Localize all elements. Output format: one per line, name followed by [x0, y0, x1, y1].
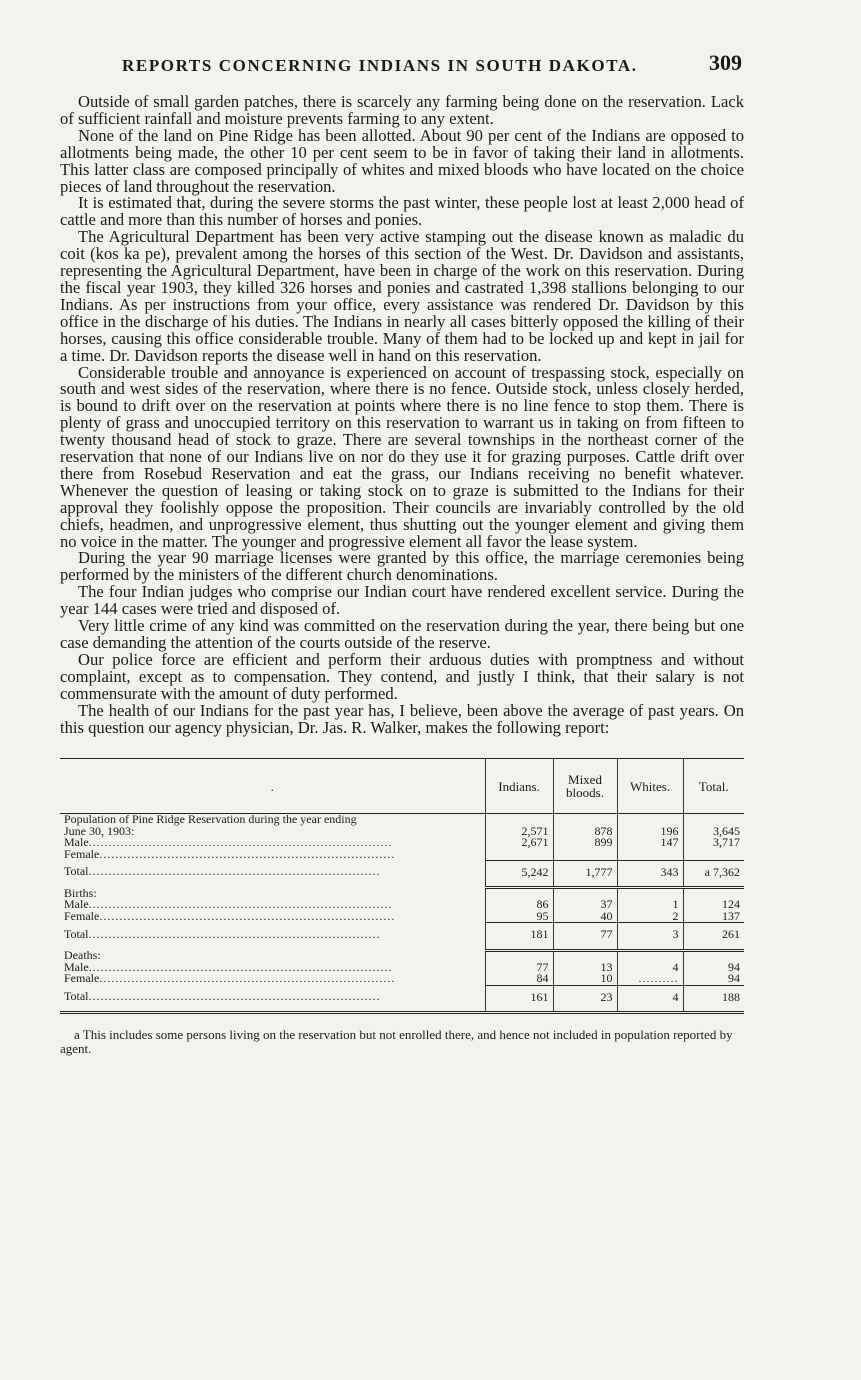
table-row: [60, 837, 744, 849]
leader-dots: .........................................................................: [88, 926, 381, 941]
column-header: Total.: [683, 759, 744, 814]
leader-dots: .........................................................................: [88, 864, 381, 879]
total-row: [60, 860, 744, 888]
column-header: Whites.: [617, 759, 683, 814]
row-label: Male: [64, 837, 89, 849]
table-cell: 181: [485, 923, 553, 951]
paragraph: The health of our Indians for the past year has, I believe, been above the average of past years. On this question our agency physician, Dr. Jas. R. Walker, makes the following report:: [60, 700, 744, 737]
table-cell: 124: [683, 899, 744, 911]
table-cell: 5,242: [485, 860, 553, 888]
paragraph: Considerable trouble and annoyance is experienced on account of trespassing stock, especially on south and west sides of the reservation, where there is no fence. Outside stock, unless closely herded, is bound to drift over on the reservation at points where there is no line fence to stop them. There is plenty of grass and unoccupied territory on this reservation to warrant us in taking on from fifteen to twenty thousand head of stock to graze. There are several townships in the northeast corner of the reservation that none of our Indians live on nor do they use it for grazing purposes. Cattle drift over there from Rosebud Reservation and eat the grass, our Indians receiving no benefit whatever. Whenever the question of leasing or taking stock on to graze is submitted to the Indians for their approval they foolishly oppose the proposition. Their councils are invariably controlled by the old chiefs, headmen, and unprogressive element, thus shutting out the younger element and giving them no voice in the matter. The younger and progressive element all favor the lease system.: [60, 362, 744, 551]
paragraph: The Agricultural Department has been very active stamping out the disease known as maladic du coit (kos ka pe), prevalent among the horses of this section of the West. Dr. Davidson and assistants, representing the Agricultural Department, have been in charge of the work on this reservation. During the fiscal year 1903, they killed 326 horses and ponies and castrated 1,398 stallions belonging to our Indians. As per instructions from your office, every assistance was rendered Dr. Davidson by this office in the discharge of his duties. The Indians in nearly all cases bitterly opposed the killing of their horses, causing this office considerable trouble. Many of them had to be locked up and kept in jail for a time. Dr. Davidson reports the disease well in hand on this reservation.: [60, 227, 744, 365]
table-header-row: [60, 759, 744, 814]
table-cell: 161: [485, 985, 553, 1013]
leader-dots: ............................................................................: [88, 837, 393, 849]
table-cell: 94: [683, 962, 744, 974]
section-subheading-row: [60, 826, 744, 838]
table-cell: 77: [485, 962, 553, 974]
table-cell: 3: [617, 923, 683, 951]
table-cell: 86: [485, 899, 553, 911]
table-cell: 188: [683, 985, 744, 1013]
row-label: Female: [64, 973, 100, 986]
vital-statistics-table: [60, 758, 744, 1014]
table-cell: 2,671: [485, 837, 553, 849]
table-cell: a 7,362: [683, 860, 744, 888]
column-header: Indians.: [485, 759, 553, 814]
leader-dots: ..........................................................................: [99, 910, 396, 923]
column-header: Mixed bloods.: [553, 759, 617, 814]
section-heading: Deaths:: [64, 950, 101, 962]
table-row: [60, 899, 744, 911]
row-label: Total: [64, 926, 89, 941]
row-label: Female: [64, 848, 100, 861]
table-cell: 13: [553, 962, 617, 974]
table-cell: 10: [553, 973, 617, 985]
table-cell: 2,571: [485, 826, 553, 838]
table-cell: 4: [617, 985, 683, 1013]
table-row: [60, 849, 744, 861]
paragraph: None of the land on Pine Ridge has been allotted. About 90 per cent of the Indians are opposed to allotments being made, the other 10 per cent seem to be in favor of taking their land in allotments. This latter class are composed principally of whites and mixed bloods who have located on the choice pieces of land throughout the reservation.: [60, 125, 744, 196]
row-label: Female: [64, 910, 100, 923]
total-row: [60, 985, 744, 1013]
table-row: [60, 973, 744, 985]
section-subheading: June 30, 1903:: [64, 825, 135, 838]
leader-dots: ..........: [638, 971, 679, 986]
table-cell: 3,717: [683, 837, 744, 849]
leader-dots: ..........................................................................: [99, 848, 396, 861]
row-label: Male: [64, 961, 89, 974]
table-cell: 261: [683, 923, 744, 951]
paragraph: The four Indian judges who comprise our Indian court have rendered excellent service. During the year 144 cases were tried and disposed of.: [60, 582, 744, 619]
document-page: [60, 46, 744, 1069]
body-text: [60, 94, 744, 736]
row-label: Total: [64, 864, 89, 879]
paragraph: Our police force are efficient and perform their arduous duties with promptness and without complaint, except as to compensation. They contend, and justly I think, that their salary is not commensurate with the amount of duty performed.: [60, 649, 744, 703]
footnote: a This includes some persons living on the reservation but not enrolled there, and hence not included in population reported by agent.: [60, 1027, 733, 1057]
table-cell: 2: [617, 911, 683, 923]
table-cell: 137: [683, 911, 744, 923]
paragraph: Very little crime of any kind was committed on the reservation during the year, there being but one case demanding the attention of the courts outside of the reserve.: [60, 616, 744, 652]
paragraph: It is estimated that, during the severe storms the past winter, these people lost at least 2,000 head of cattle and more than this number of horses and ponies.: [60, 193, 744, 230]
table-cell: 77: [553, 923, 617, 951]
table-cell: 3,645: [683, 826, 744, 838]
leader-dots: ..........................................................................: [99, 973, 396, 986]
table-cell: 94: [683, 973, 744, 985]
table-cell: 23: [553, 985, 617, 1013]
table-cell: 878: [553, 826, 617, 838]
row-label: Male: [64, 899, 89, 911]
section-heading-row: [60, 814, 744, 826]
leader-dots: ............................................................................: [88, 899, 393, 911]
leader-dots: ............................................................................: [88, 961, 393, 974]
section-heading: Births:: [64, 887, 97, 900]
table-cell: 899: [553, 837, 617, 849]
table-cell: 1: [617, 899, 683, 911]
table-cell: 37: [553, 899, 617, 911]
running-title: REPORTS CONCERNING INDIANS IN SOUTH DAKOTA.: [122, 56, 638, 75]
section-heading: Population of Pine Ridge Reservation during the year ending: [64, 813, 357, 826]
table-cell: 4: [617, 962, 683, 974]
leader-dots: .........................................................................: [88, 989, 381, 1004]
row-label: Total: [64, 989, 89, 1004]
table-cell: 147: [617, 837, 683, 849]
header-mark: .: [60, 759, 485, 814]
section-heading-row: [60, 888, 744, 900]
paragraph: During the year 90 marriage licenses were granted by this office, the marriage ceremonies being performed by the ministers of the different church denominations.: [60, 548, 744, 585]
page-number: 309: [709, 50, 742, 75]
table-cell: 95: [485, 911, 553, 923]
table-cell: 343: [617, 860, 683, 888]
section-heading-row: [60, 950, 744, 962]
total-row: [60, 923, 744, 951]
table-cell: 40: [553, 911, 617, 923]
table-cell: 1,777: [553, 860, 617, 888]
table-cell: [617, 973, 683, 985]
table-cell: 84: [485, 973, 553, 985]
page-header: [60, 46, 744, 82]
table-cell: 196: [617, 826, 683, 838]
table-row: [60, 911, 744, 923]
paragraph: Outside of small garden patches, there is scarcely any farming being done on the reservation. Lack of sufficient rainfall and moisture prevents farming to any extent.: [60, 92, 744, 128]
